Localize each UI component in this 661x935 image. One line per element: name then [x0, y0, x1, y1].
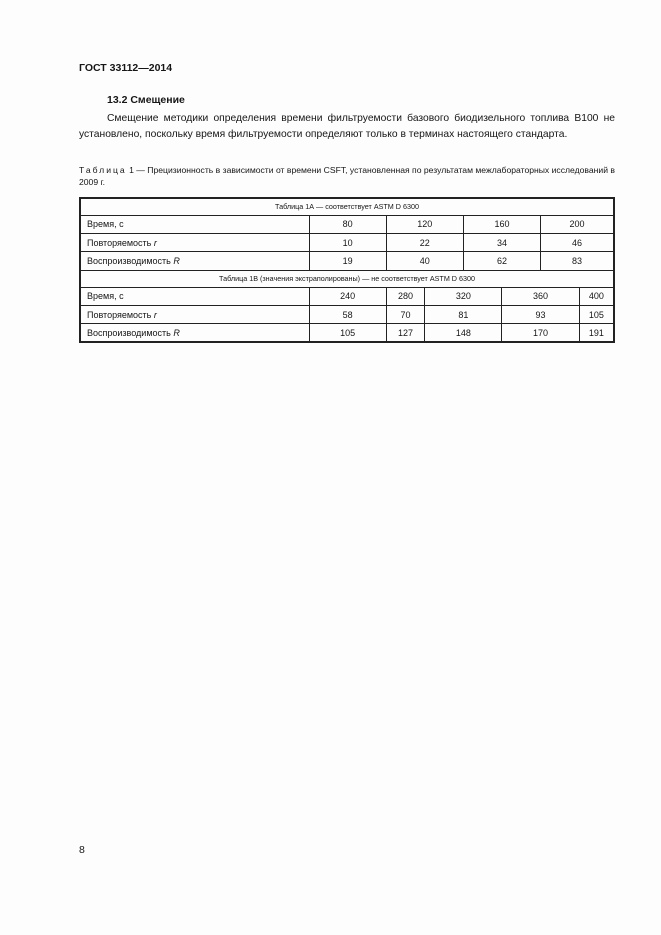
- table-cell: 240: [309, 287, 386, 305]
- row-label-time: Время, с: [80, 287, 309, 305]
- table-cell: 280: [386, 287, 425, 305]
- table-cell: 320: [425, 287, 502, 305]
- table-cell: 105: [309, 324, 386, 342]
- table-row: [80, 215, 614, 233]
- variable-symbol: R: [173, 255, 180, 266]
- table-cell: 70: [386, 306, 425, 324]
- table-cell: 19: [309, 252, 386, 270]
- table-cell: 40: [386, 252, 463, 270]
- variable-symbol: r: [153, 237, 157, 248]
- table-row: [80, 306, 614, 324]
- row-label-repeatability: Повторяемость r: [80, 306, 309, 324]
- section-paragraph: Смещение методики определения времени фильтруемости базового биодизельного топлива В100 не установлено, поскольку время фильтруемости определяют только в терминах настоящего стандарта.: [79, 113, 615, 140]
- variable-symbol: R: [173, 327, 180, 338]
- row-label-time: Время, с: [80, 215, 309, 233]
- table-cell: 148: [425, 324, 502, 342]
- table-cell: 170: [502, 324, 579, 342]
- table-cell: 105: [579, 306, 614, 324]
- table-row: [80, 233, 614, 251]
- table-row: [80, 324, 614, 342]
- table-cell: 400: [579, 287, 614, 305]
- table-caption-text: 1 — Прецизионность в зависимости от времени CSFT, установленная по результатам межлабораторных исследований в 2009 г.: [79, 165, 615, 187]
- table-cell: 83: [541, 252, 614, 270]
- table-cell: 46: [541, 233, 614, 251]
- table-1a-title-row: [80, 198, 614, 215]
- table-cell: 127: [386, 324, 425, 342]
- table-caption-label: Таблица: [79, 165, 127, 175]
- precision-table: [79, 197, 615, 343]
- table-cell: 360: [502, 287, 579, 305]
- table-1a-title: Таблица 1А — соответствует ASTM D 6300: [80, 198, 614, 215]
- table-cell: 120: [386, 215, 463, 233]
- table-cell: 10: [309, 233, 386, 251]
- table-row: [80, 252, 614, 270]
- section-title: 13.2 Смещение: [107, 94, 185, 106]
- table-cell: 80: [309, 215, 386, 233]
- table-cell: 58: [309, 306, 386, 324]
- table-row: [80, 287, 614, 305]
- document-header: ГОСТ 33112—2014: [79, 62, 173, 74]
- table-cell: 81: [425, 306, 502, 324]
- row-label-reproducibility: Воспроизводимость R: [80, 252, 309, 270]
- table-caption: [79, 164, 615, 188]
- table-1b-title: Таблица 1В (значения экстраполированы) — не соответствует ASTM D 6300: [80, 270, 614, 287]
- table-cell: 200: [541, 215, 614, 233]
- table-cell: 191: [579, 324, 614, 342]
- table-cell: 22: [386, 233, 463, 251]
- variable-symbol: r: [153, 309, 157, 320]
- row-label-reproducibility: Воспроизводимость R: [80, 324, 309, 342]
- row-label-repeatability: Повторяемость r: [80, 233, 309, 251]
- table-1b-title-row: [80, 270, 614, 287]
- table-cell: 62: [463, 252, 540, 270]
- page-number: 8: [79, 844, 85, 856]
- table-cell: 34: [463, 233, 540, 251]
- table-cell: 160: [463, 215, 540, 233]
- table-cell: 93: [502, 306, 579, 324]
